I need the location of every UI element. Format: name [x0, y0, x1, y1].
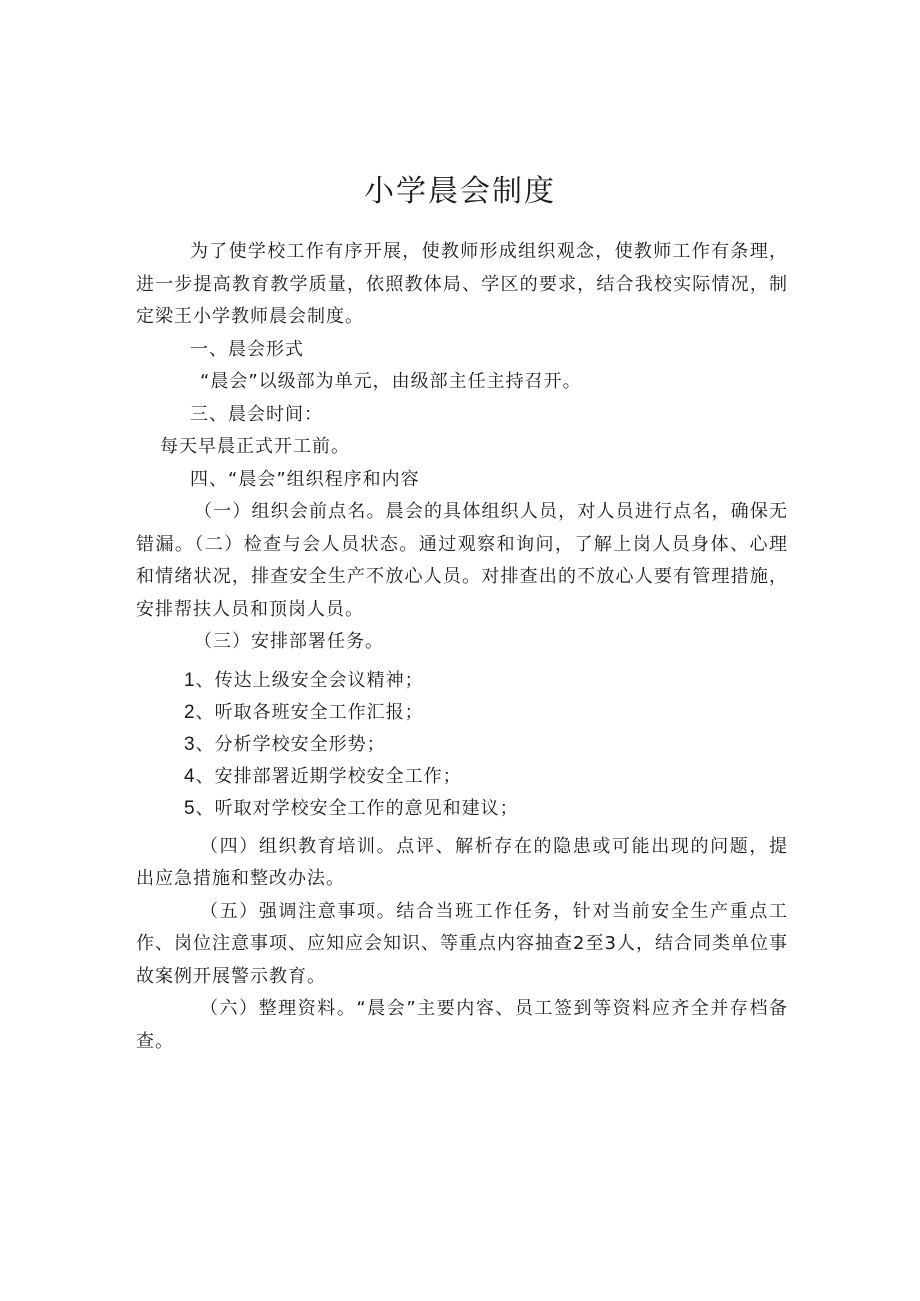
list-item-number: 2	[184, 701, 196, 723]
task-list	[136, 665, 788, 825]
list-item-text: 、分析学校安全形势；	[195, 733, 386, 755]
intro-paragraph: 为了使学校工作有序开展，使教师形成组织观念，使教师工作有条理，进一步提高教育教学质量，依照教体局、学区的要求，结合我校实际情况，制定梁王小学教师晨会制度。	[136, 241, 788, 327]
list-item	[136, 697, 788, 729]
section-heading-time: 三、晨会时间：	[190, 403, 323, 425]
list-item-number: 3	[184, 733, 196, 755]
list-item-text: 、传达上级安全会议精神；	[195, 669, 424, 691]
list-item	[136, 761, 788, 793]
procedure-item-3: （三）安排部署任务。	[194, 631, 384, 652]
section-heading-procedure: 四、“晨会”组织程序和内容	[190, 468, 420, 490]
document-body	[136, 236, 788, 1058]
section-text-time: 每天早晨正式开工前。	[160, 436, 350, 457]
list-item-number: 1	[184, 669, 196, 691]
list-item	[136, 793, 788, 825]
list-item-text: 、听取各班安全工作汇报；	[195, 701, 424, 723]
procedure-item-4: （四）组织教育培训。点评、解析存在的隐患或可能出现的问题，提出应急措施和整改办法。	[136, 835, 788, 889]
section-heading-form: 一、晨会形式	[190, 338, 304, 360]
list-item-number: 5	[184, 797, 196, 819]
list-item	[136, 729, 788, 761]
list-item-number: 4	[184, 765, 196, 787]
list-item	[136, 665, 788, 697]
list-item-text: 、安排部署近期学校安全工作；	[195, 765, 462, 787]
procedure-item-6: （六）整理资料。“晨会”主要内容、员工签到等资料应齐全并存档备查。	[136, 998, 788, 1052]
procedure-item-5: （五）强调注意事项。结合当班工作任务，针对当前安全生产重点工作、岗位注意事项、应知应会知识、等重点内容抽查2至3人，结合同类单位事故案例开展警示教育。	[136, 900, 788, 987]
section-text-form: “晨会”以级部为单元，由级部主任主持召开。	[200, 371, 582, 392]
list-item-text: 、听取对学校安全工作的意见和建议；	[195, 797, 519, 819]
procedure-items-1-2: （一）组织会前点名。晨会的具体组织人员，对人员进行点名，确保无错漏。（二）检查与会人员状态。通过观察和询问，了解上岗人员身体、心理和情绪状况，排查安全生产不放心人员。对排查出的不放心人要有管理措施，安排帮扶人员和顶岗人员。	[136, 501, 788, 620]
document-title: 小学晨会制度	[364, 174, 556, 209]
